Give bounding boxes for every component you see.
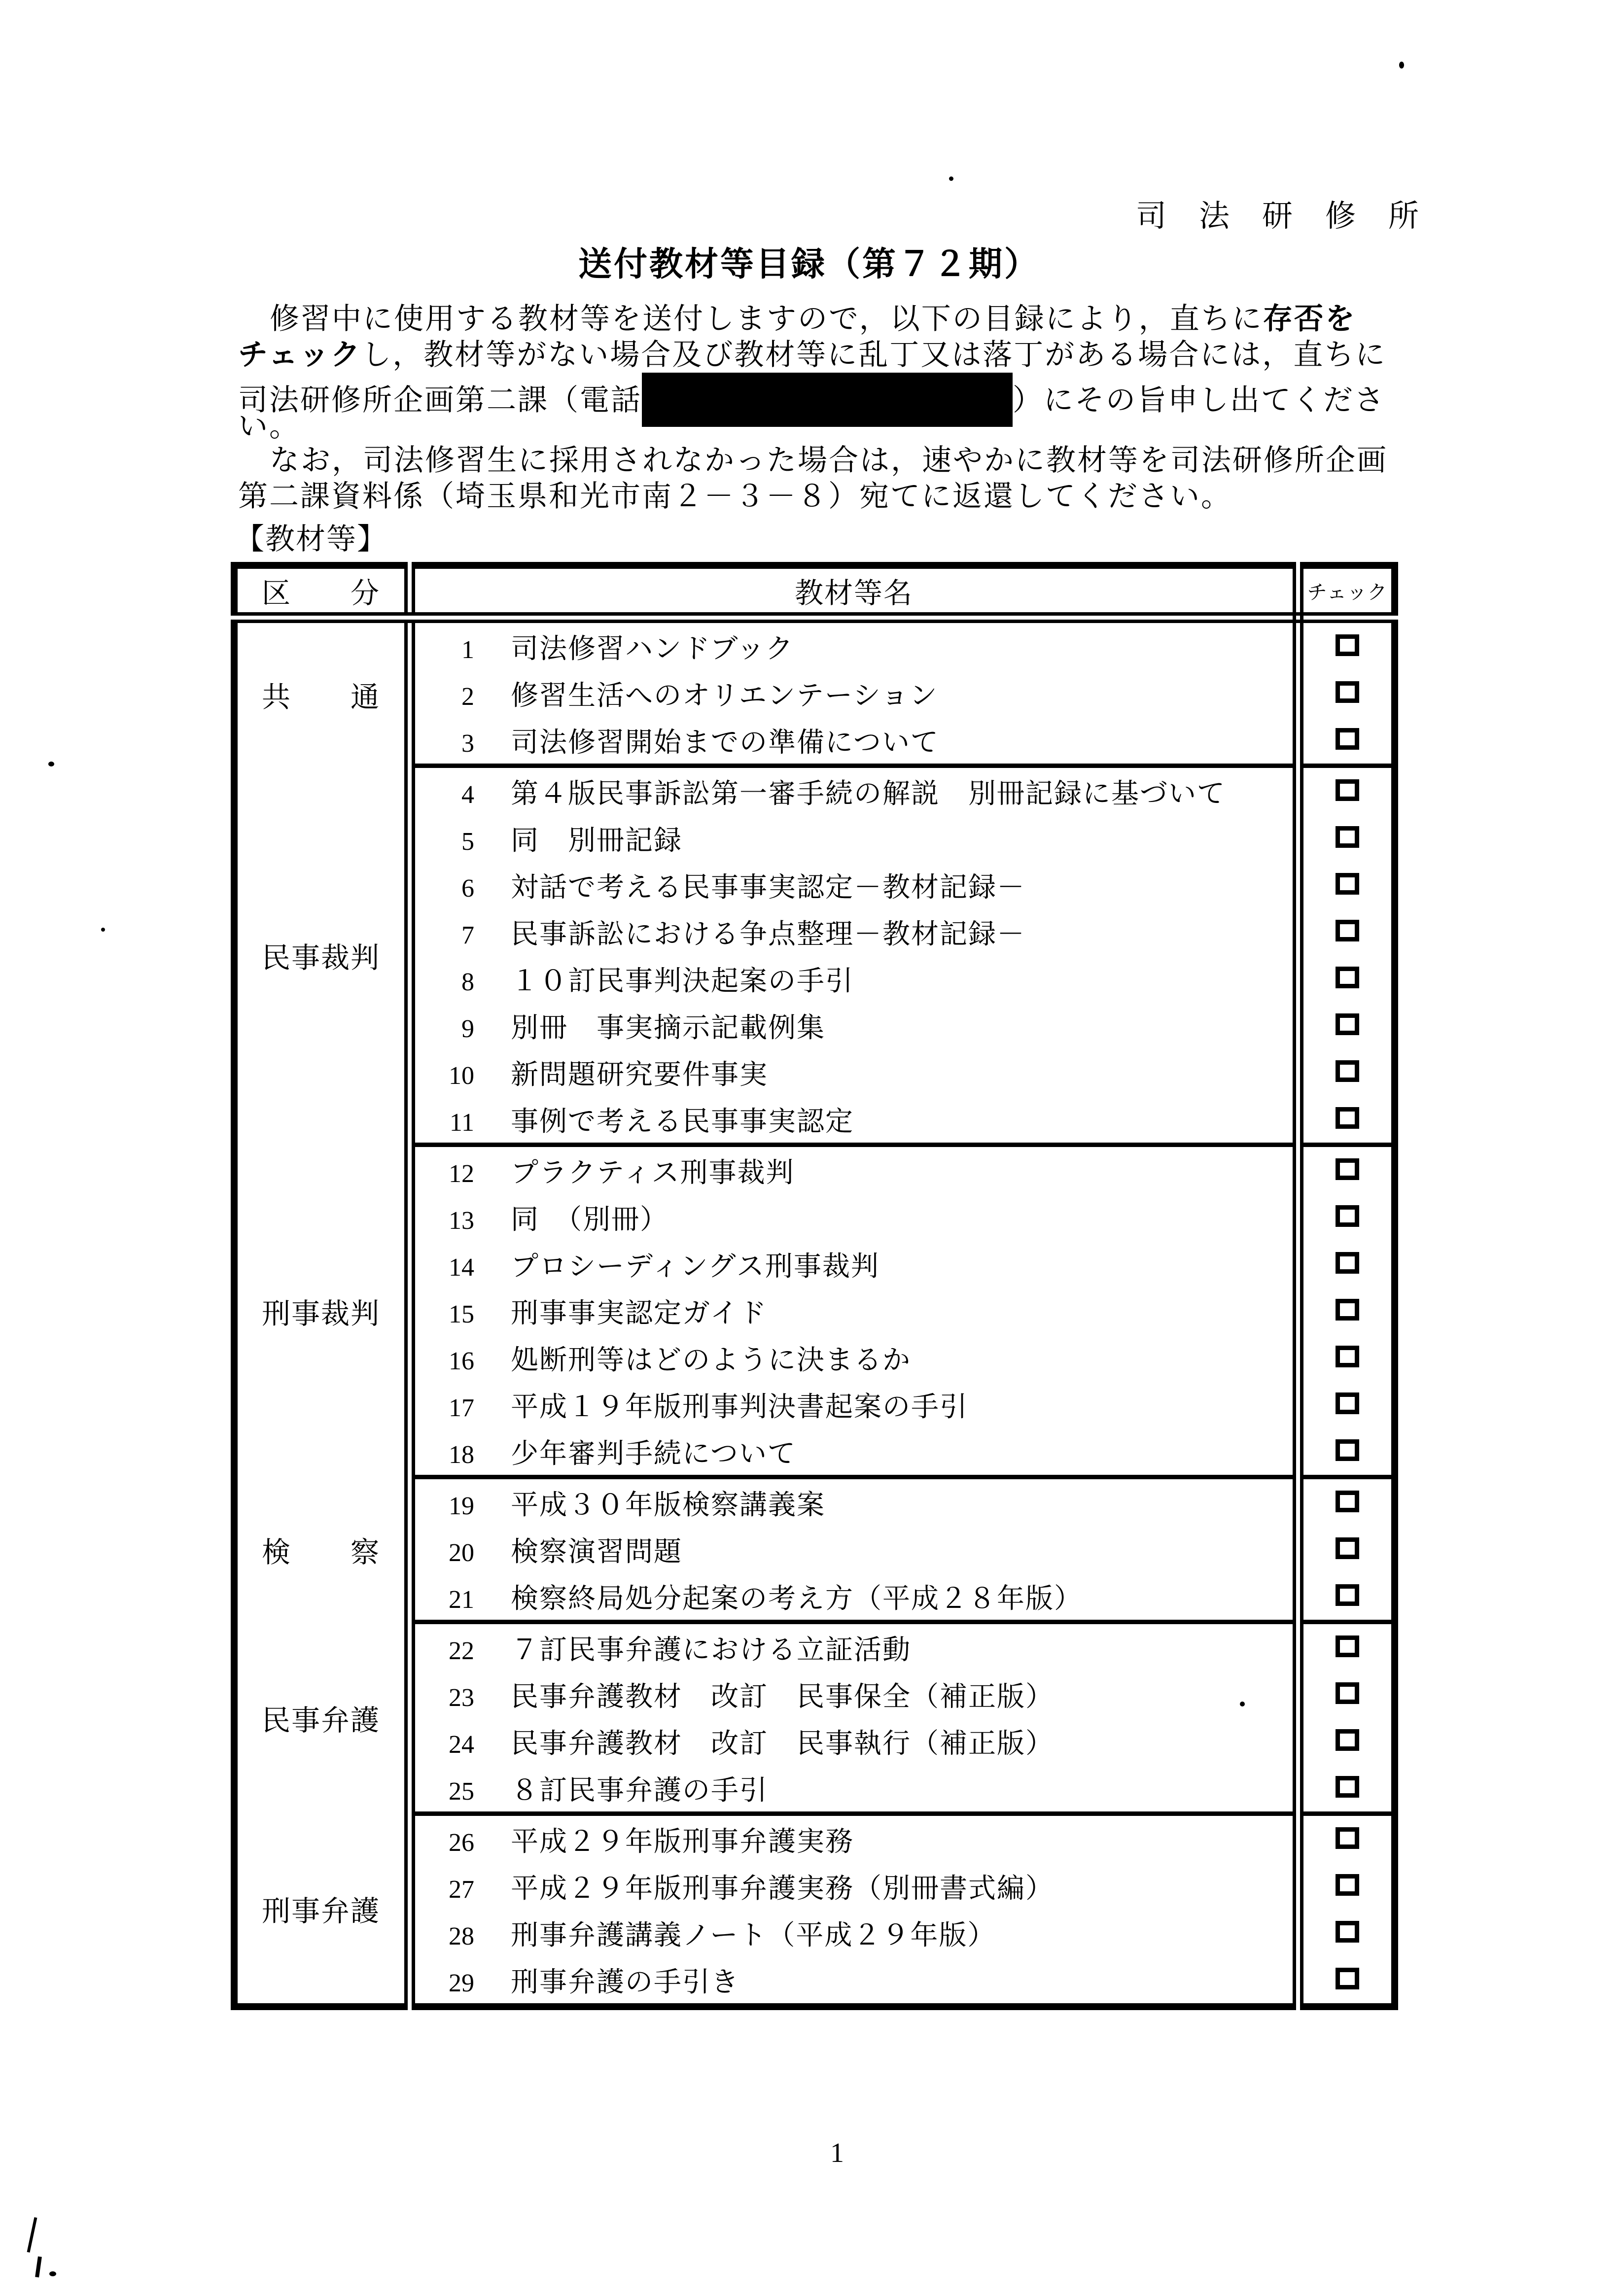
- category-cell: 共 通: [261, 681, 380, 713]
- material-name-cell: [410, 1381, 1298, 1428]
- material-number: 26: [449, 1828, 474, 1857]
- check-cell: [1298, 1334, 1395, 1381]
- scan-artifact: [49, 2271, 56, 2276]
- materials-heading: 【教材等】: [235, 523, 387, 556]
- material-name-cell: [410, 670, 1298, 717]
- material-name: 同 別冊記録: [511, 825, 682, 856]
- material-name: 対話で考える民事事実認定－教材記録－: [511, 872, 1025, 903]
- material-name-cell: [410, 1049, 1298, 1096]
- check-cell: [1298, 618, 1395, 670]
- material-name: １０訂民事判決起案の手引: [511, 966, 854, 997]
- check-cell: [1298, 955, 1395, 1002]
- checkbox[interactable]: [1336, 1299, 1359, 1321]
- material-name-cell: [410, 1765, 1298, 1814]
- check-cell: [1298, 1049, 1395, 1096]
- material-number: 2: [461, 682, 474, 711]
- material-number: 27: [449, 1875, 474, 1904]
- checkbox[interactable]: [1336, 1013, 1359, 1035]
- checkbox[interactable]: [1336, 634, 1359, 656]
- material-name: 司法修習開始までの準備について: [511, 727, 939, 758]
- material-number: 7: [461, 921, 474, 949]
- material-name: 検察演習問題: [511, 1536, 682, 1567]
- check-cell: [1298, 1381, 1395, 1428]
- material-name: ８訂民事弁護の手引: [511, 1775, 768, 1806]
- intro-line-1-text: 修習中に使用する教材等を送付しますので，以下の目録により，直ちに: [270, 303, 1263, 335]
- material-name: 刑事事実認定ガイド: [511, 1298, 768, 1329]
- material-name-cell: [410, 1194, 1298, 1241]
- material-name: 民事弁護教材 改訂 民事執行（補正版）: [511, 1728, 1054, 1759]
- checkbox[interactable]: [1336, 1921, 1359, 1943]
- material-name-cell: [410, 766, 1298, 815]
- material-name: 平成２９年版刑事弁護実務（別冊書式編）: [511, 1873, 1054, 1904]
- table-row: [234, 618, 1395, 670]
- checkbox[interactable]: [1336, 681, 1359, 703]
- scan-artifact: [949, 176, 953, 181]
- category-cell: 刑事裁判: [261, 1297, 380, 1330]
- check-cell: [1298, 1814, 1395, 1863]
- checkbox[interactable]: [1336, 1060, 1359, 1082]
- page-number: 1: [830, 2138, 844, 2168]
- check-cell: [1298, 862, 1395, 908]
- intro-line-3: [238, 373, 1426, 417]
- material-number: 24: [449, 1730, 474, 1759]
- scan-artifact: [27, 2217, 37, 2253]
- material-number: 17: [449, 1393, 474, 1422]
- material-number: 19: [449, 1492, 474, 1520]
- material-name-cell: [410, 1334, 1298, 1381]
- scan-artifact: [48, 762, 54, 766]
- checkbox[interactable]: [1336, 779, 1359, 801]
- material-number: 28: [449, 1922, 474, 1950]
- check-cell: [1298, 1573, 1395, 1622]
- material-name: 事例で考える民事事実認定: [511, 1106, 854, 1137]
- material-name: 第４版民事訴訟第一審手続の解説 別冊記録に基づいて: [511, 778, 1226, 809]
- intro-line-3-text: 司法研修所企画第二課（電話: [238, 384, 642, 417]
- checkbox[interactable]: [1336, 1491, 1359, 1512]
- category-cell: 刑事弁護: [261, 1895, 380, 1927]
- material-number: 13: [449, 1206, 474, 1235]
- checkbox[interactable]: [1336, 1776, 1359, 1798]
- checkbox[interactable]: [1336, 967, 1359, 988]
- material-name: 検察終局処分起案の考え方（平成２８年版）: [511, 1583, 1083, 1614]
- check-cell: [1298, 1765, 1395, 1814]
- material-number: 4: [461, 780, 474, 809]
- check-cell: [1298, 1096, 1395, 1145]
- table-header-row: [234, 565, 1395, 618]
- material-name: 刑事弁護の手引き: [511, 1967, 739, 1998]
- check-cell: [1298, 1477, 1395, 1527]
- check-cell: [1298, 1428, 1395, 1477]
- material-name: 別冊 事実摘示記載例集: [511, 1012, 825, 1044]
- checkbox[interactable]: [1336, 1682, 1359, 1704]
- material-name-cell: [410, 955, 1298, 1002]
- checkbox[interactable]: [1336, 1439, 1359, 1461]
- material-name: プラクティス刑事裁判: [511, 1157, 795, 1188]
- check-cell: [1298, 1956, 1395, 2007]
- checkbox[interactable]: [1336, 1874, 1359, 1896]
- material-name-cell: [410, 908, 1298, 955]
- material-name: 少年審判手続について: [511, 1438, 796, 1469]
- material-number: 18: [449, 1440, 474, 1469]
- material-number: 22: [449, 1636, 474, 1665]
- scan-artifact: [1399, 62, 1404, 69]
- material-name: 刑事弁護講義ノート（平成２９年版）: [511, 1920, 996, 1951]
- material-name: 処断刑等はどのように決まるか: [511, 1345, 911, 1376]
- category-cell: 民事弁護: [261, 1705, 380, 1737]
- intro-line-1-emphasis: 存否を: [1263, 302, 1356, 335]
- material-name: 修習生活へのオリエンテーション: [511, 680, 938, 711]
- material-name-cell: [410, 1477, 1298, 1527]
- page-title: 送付教材等目録（第７２期）: [578, 245, 1040, 283]
- check-cell: [1298, 1526, 1395, 1573]
- material-number: 12: [449, 1159, 474, 1188]
- material-name-cell: [410, 1910, 1298, 1956]
- material-name-cell: [410, 1002, 1298, 1049]
- material-number: 10: [449, 1061, 474, 1090]
- check-cell: [1298, 1910, 1395, 1956]
- category-cell: 民事裁判: [261, 942, 380, 974]
- material-number: 1: [461, 635, 474, 664]
- check-cell: [1298, 670, 1395, 717]
- material-name-cell: [410, 1814, 1298, 1863]
- check-cell: [1298, 1718, 1395, 1765]
- material-number: 21: [449, 1585, 474, 1614]
- table-row: [234, 1622, 1395, 1671]
- check-cell: [1298, 1241, 1395, 1287]
- check-cell: [1298, 766, 1395, 815]
- scan-artifact: [101, 928, 105, 932]
- scan-artifact: [1240, 1702, 1245, 1706]
- material-name-cell: [410, 717, 1298, 766]
- material-name: ７訂民事弁護における立証活動: [511, 1635, 911, 1666]
- material-name-cell: [410, 1573, 1298, 1622]
- material-number: 20: [449, 1538, 474, 1567]
- checkbox[interactable]: [1336, 1346, 1359, 1367]
- material-name: 同 （別冊）: [511, 1204, 668, 1235]
- intro-line-2-emphasis: チェック: [238, 338, 362, 371]
- check-cell: [1298, 908, 1395, 955]
- material-name-cell: [410, 1241, 1298, 1287]
- note-line-2: 第二課資料係（埼玉県和光市南２－３－８）宛てに返還してください。: [238, 480, 1232, 513]
- material-name: 平成２９年版刑事弁護実務: [511, 1826, 854, 1857]
- material-name: 民事訴訟における争点整理－教材記録－: [511, 919, 1025, 950]
- material-name: 民事弁護教材 改訂 民事保全（補正版）: [511, 1681, 1054, 1712]
- checkbox[interactable]: [1336, 1635, 1359, 1657]
- materials-table-body: [234, 618, 1395, 2007]
- checkbox[interactable]: [1336, 826, 1359, 848]
- material-number: 6: [461, 874, 474, 903]
- check-cell: [1298, 1622, 1395, 1671]
- table-row: [234, 1477, 1395, 1527]
- header-category: 区 分: [234, 565, 410, 618]
- material-name: プロシーディングス刑事裁判: [511, 1251, 879, 1282]
- table-row: [234, 1814, 1395, 1863]
- check-cell: [1298, 1863, 1395, 1910]
- material-name: 司法修習ハンドブック: [511, 633, 794, 664]
- check-cell: [1298, 815, 1395, 862]
- material-name-cell: [410, 618, 1298, 670]
- material-number: 8: [461, 968, 474, 996]
- material-name-cell: [410, 1145, 1298, 1194]
- category-cell: 検 察: [261, 1536, 380, 1568]
- redacted-phone-number: [642, 373, 1013, 427]
- checkbox[interactable]: [1336, 1392, 1359, 1414]
- materials-table: [231, 562, 1398, 2010]
- check-cell: [1298, 1002, 1395, 1049]
- table-row: [234, 766, 1395, 815]
- material-name-cell: [410, 1428, 1298, 1477]
- material-number: 5: [461, 827, 474, 856]
- intro-line-2-text: し，教材等がない場合及び教材等に乱丁又は落丁がある場合には，直ちに: [361, 339, 1387, 371]
- material-number: 9: [461, 1014, 474, 1043]
- material-name-cell: [410, 1671, 1298, 1718]
- intro-line-2: [238, 337, 1426, 373]
- intro-line-3-text-after: ）にその旨申し出てくださ: [1013, 384, 1385, 417]
- table-row: [234, 1145, 1395, 1194]
- material-name-cell: [410, 1622, 1298, 1671]
- material-number: 23: [449, 1683, 474, 1712]
- check-cell: [1298, 1194, 1395, 1241]
- check-cell: [1298, 1671, 1395, 1718]
- material-number: 15: [449, 1300, 474, 1328]
- checkbox[interactable]: [1336, 1158, 1359, 1180]
- material-name-cell: [410, 1526, 1298, 1573]
- header-check: チェック: [1298, 565, 1395, 618]
- material-name-cell: [410, 815, 1298, 862]
- material-number: 11: [449, 1108, 474, 1137]
- scan-artifact: [35, 2257, 42, 2278]
- intro-paragraph: [238, 301, 1426, 445]
- material-name: 新問題研究要件事実: [511, 1059, 768, 1090]
- material-number: 25: [449, 1777, 474, 1806]
- checkbox[interactable]: [1336, 873, 1359, 895]
- material-number: 16: [449, 1347, 474, 1375]
- checkbox[interactable]: [1336, 1827, 1359, 1849]
- material-name-cell: [410, 862, 1298, 908]
- check-cell: [1298, 1145, 1395, 1194]
- intro-line-1: [238, 301, 1426, 337]
- material-name-cell: [410, 1956, 1298, 2007]
- header-material-name: 教材等名: [410, 565, 1298, 618]
- checkbox[interactable]: [1336, 1107, 1359, 1129]
- check-cell: [1298, 717, 1395, 766]
- note-paragraph: [238, 443, 1426, 515]
- material-name: 平成３０年版検察講義案: [511, 1490, 825, 1521]
- intro-line-4: い。: [238, 410, 300, 443]
- material-name-cell: [410, 1718, 1298, 1765]
- checkbox[interactable]: [1336, 1205, 1359, 1227]
- checkbox[interactable]: [1336, 1252, 1359, 1274]
- organization-name: 司 法 研 修 所: [1135, 200, 1420, 233]
- checkbox[interactable]: [1336, 728, 1359, 750]
- material-number: 29: [449, 1969, 474, 1997]
- checkbox[interactable]: [1336, 1968, 1359, 1989]
- material-number: 14: [449, 1253, 474, 1282]
- checkbox[interactable]: [1336, 1729, 1359, 1751]
- checkbox[interactable]: [1336, 1537, 1359, 1559]
- material-name: 平成１９年版刑事判決書起案の手引: [511, 1392, 968, 1423]
- note-line-1: なお，司法修習生に採用されなかった場合は，速やかに教材等を司法研修所企画: [270, 444, 1388, 477]
- material-number: 3: [461, 729, 474, 758]
- material-name-cell: [410, 1096, 1298, 1145]
- material-name-cell: [410, 1287, 1298, 1334]
- checkbox[interactable]: [1336, 1584, 1359, 1606]
- checkbox[interactable]: [1336, 920, 1359, 941]
- check-cell: [1298, 1287, 1395, 1334]
- material-name-cell: [410, 1863, 1298, 1910]
